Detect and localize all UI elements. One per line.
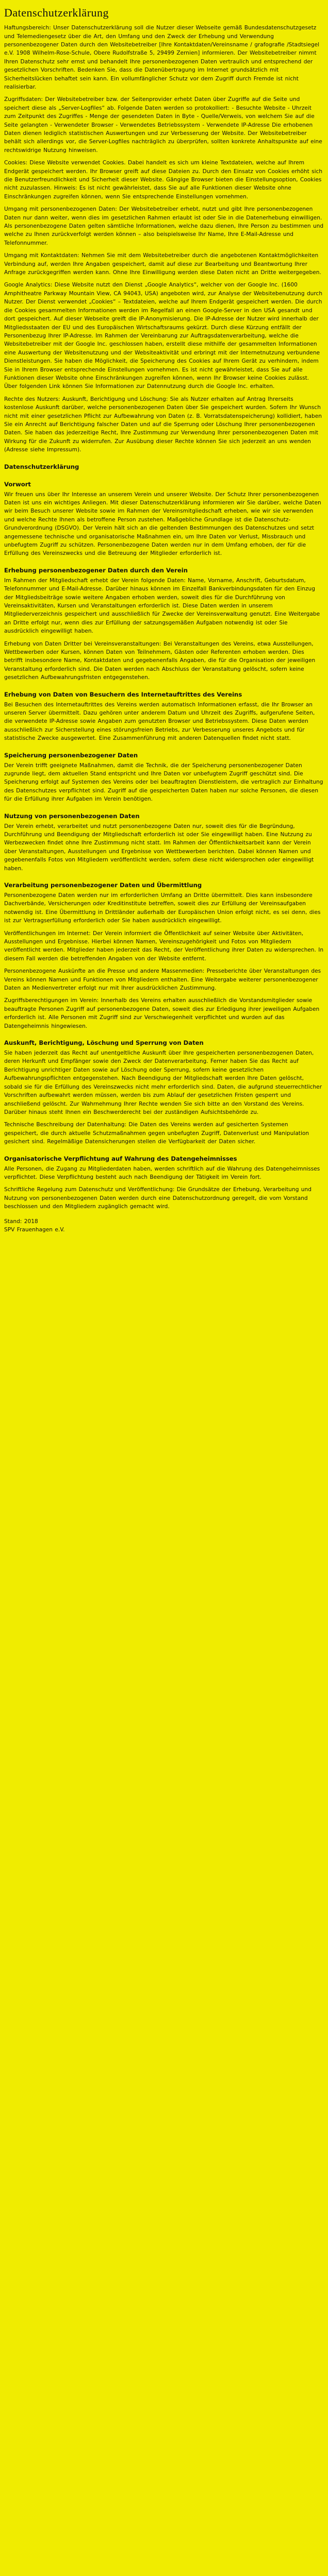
section-heading: Datenschutzerklärung <box>4 463 79 470</box>
paragraph: Haftungsbereich: Unser Datenschutzerklärung soll die Nutzer dieser Webseite gemäß Bundesdatenschutzgesetz und Telemediengesetz über die Art, den Umfang und den Zweck der Erhebung und Verwendung personenbezogener Daten durch den Websitebetreiber [Ihre Kontaktdaten/Vereinsname / grafografie /Stadtsiegel e.V. 1908 Wilhelm-Rose-Schule, Obere Rudolfstraße 5, 29499 Zernien] informieren. Der Websitebetreiber nimmt Ihren Datenschutz sehr ernst und behandelt Ihre personenbezogenen Daten vertraulich und entsprechend der gesetzlichen Vorschriften. Bedenken Sie, dass die Datenübertragung im Internet grundsätzlich mit Sicherheitslücken behaftet sein kann. Ein vollumfänglicher Schutz vor dem Zugriff durch Fremde ist nicht realisierbar. <box>4 25 320 90</box>
page-footer <box>4 1217 324 1234</box>
section-7 <box>4 881 324 1030</box>
page-title: Datenschutzerklärung <box>4 6 109 19</box>
paragraph: Google Analytics: Diese Website nutzt den Dienst „Google Analytics“, welcher von der Google Inc. (1600 Amphitheatre Parkway Mountain View, CA 94043, USA) angeboten wird, zur Analyse der Websitebenutzung durch Nutzer. Der Dienst verwendet „Cookies“ – Textdateien, welche auf Ihrem Endgerät gespeichert werden. Die durch die Cookies gesammelten Informationen werden im Regelfall an einen Google-Server in den USA gesandt und dort gespeichert. Auf dieser Webseite greift die IP-Anonymisierung. Die IP-Adresse der Nutzer wird innerhalb der Mitgliedsstaaten der EU und des Europäischen Wirtschaftsraums gekürzt. Durch diese Kürzung entfällt der Personenbezug Ihrer IP-Adresse. Im Rahmen der Vereinbarung zur Auftragsdatenverarbeitung, welche die Websitebetreiber mit der Google Inc. geschlossen haben, erstellt diese mithilfe der gesammelten Informationen eine Auswertung der Websitenutzung und der Websiteaktivität und erbringt mit der Internetnutzung verbundene Dienstleistungen. Sie haben die Möglichkeit, die Speicherung des Cookies auf Ihrem Gerät zu verhindern, indem Sie in Ihrem Browser entsprechende Einstellungen vornehmen. Es ist nicht gewährleistet, dass Sie auf alle Funktionen dieser Website ohne Einschränkungen zugreifen können, wenn Ihr Browser keine Cookies zulässt. Über folgenden Link können Sie Informationen zur Datennutzung durch die Google Inc. erhalten. <box>4 282 323 390</box>
paragraph: Sie haben jederzeit das Recht auf unentgeltliche Auskunft über Ihre gespeicherten personenbezogenen Daten, deren Herkunft und Empfänger sowie den Zweck der Datenverarbeitung. Ferner haben Sie das Recht auf Berichtigung unrichtiger Daten sowie auf Löschung oder Sperrung, sofern keine gesetzlichen Aufbewahrungspflichten entgegenstehen. Nach Beendigung der Mitgliedschaft werden Ihre Daten gelöscht, sobald sie für die Erfüllung des Vereinszwecks nicht mehr erforderlich sind. Daten, die aufgrund steuerrechtlicher Vorschriften aufbewahrt werden müssen, werden bis zum Ablauf der gesetzlichen Fristen gesperrt und anschließend gelöscht. Zur Wahrnehmung Ihrer Rechte wenden Sie sich bitte an den Vorstand des Vereins. Darüber hinaus steht Ihnen ein Beschwerderecht bei der zuständigen Aufsichtsbehörde zu. <box>4 1050 322 1115</box>
footer-updated: Stand: 2018 <box>4 1218 38 1225</box>
paragraph: Alle Personen, die Zugang zu Mitgliederdaten haben, werden schriftlich auf die Wahrung des Datengeheimnisses verpflichtet. Diese Verpflichtung besteht auch nach Beendigung der Tätigkeit im Verein fort. <box>4 1165 320 1180</box>
paragraph: Cookies: Diese Website verwendet Cookies. Dabei handelt es sich um kleine Textdateien, welche auf Ihrem Endgerät gespeichert werden. Ihr Browser greift auf diese Dateien zu. Durch den Einsatz von Cookies erhöht sich die Benutzerfreundlichkeit und Sicherheit dieser Website. Gängige Browser bieten die Einstellungsoption, Cookies nicht zuzulassen. Hinweis: Es ist nicht gewährleistet, dass Sie auf alle Funktionen dieser Website ohne Einschränkungen zugreifen können, wenn Sie entsprechende Einstellungen vornehmen. <box>4 160 323 200</box>
paragraph: Bei Besuchen des Internetauftrittes des Vereins werden automatisch Informationen erfasst, die Ihr Browser an unseren Server übermittelt. Dazu gehören unter anderem Datum und Uhrzeit des Zugriffs, aufgerufene Seiten, die verwendete IP-Adresse sowie Angaben zum genutzten Browser und Betriebssystem. Diese Daten werden ausschließlich zur Sicherstellung eines störungsfreien Betriebs, zur Verbesserung unseres Angebots und für statistische Zwecke ausgewertet. Eine Zusammenführung mit anderen Datenquellen findet nicht statt. <box>4 701 315 742</box>
section-heading: Organisatorische Verpflichtung auf Wahrung des Datengeheimnisses <box>4 1155 237 1162</box>
section-heading: Erhebung von Daten von Besuchern des Internetauftrittes des Vereins <box>4 690 242 698</box>
privacy-page <box>0 0 328 1244</box>
section-8 <box>4 1039 324 1146</box>
section-heading: Erhebung personenbezogener Daten durch den Verein <box>4 566 188 574</box>
sections-container <box>4 24 324 1211</box>
paragraph: Rechte des Nutzers: Auskunft, Berichtigung und Löschung: Sie als Nutzer erhalten auf Antrag Ihrerseits kostenlose Auskunft darüber, welche personenbezogenen Daten über Sie gespeichert wurden. Sofern Ihr Wunsch nicht mit einer gesetzlichen Pflicht zur Aufbewahrung von Daten (z. B. Vorratsdatenspeicherung) kollidiert, haben Sie ein Anrecht auf Berichtigung falscher Daten und auf die Sperrung oder Löschung Ihrer personenbezogenen Daten. Sie haben das jederzeitige Recht, Ihre Zustimmung zur Verwendung Ihrer personenbezogenen Daten mit Wirkung für die Zukunft zu widerrufen. Zur Ausübung dieser Rechte können Sie sich jederzeit an uns wenden (Adresse siehe Impressum). <box>4 396 322 453</box>
paragraph: Technische Beschreibung der Datenhaltung: Die Daten des Vereins werden auf gesicherten Systemen gespeichert, die durch aktuelle Schutzmaßnahmen gegen unbefugten Zugriff, Datenverlust und Manipulation gesichert sind. Regelmäßige Datensicherungen stellen die Verfügbarkeit der Daten sicher. <box>4 1122 309 1145</box>
paragraph: Zugriffsberechtigungen im Verein: Innerhalb des Vereins erhalten ausschließlich die Vorstandsmitglieder sowie beauftragte Personen Zugriff auf personenbezogene Daten, soweit dies zur Erledigung ihrer jeweiligen Aufgaben erforderlich ist. Alle Personen mit Zugriff sind zur Verschwiegenheit verpflichtet und wurden auf das Datengeheimnis hingewiesen. <box>4 997 320 1029</box>
paragraph: Umgang mit Kontaktdaten: Nehmen Sie mit dem Websitebetreiber durch die angebotenen Kontaktmöglichkeiten Verbindung auf, werden Ihre Angaben gespeichert, damit auf diese zur Bearbeitung und Beantwortung Ihrer Anfrage zurückgegriffen werden kann. Ohne Ihre Einwilligung werden diese Daten nicht an Dritte weitergegeben. <box>4 252 321 276</box>
paragraph: Der Verein erhebt, verarbeitet und nutzt personenbezogene Daten nur, soweit dies für die Begründung, Durchführung und Beendigung der Mitgliedschaft erforderlich ist oder Sie eingewilligt haben. Eine Nutzung zu Werbezwecken findet ohne Ihre Zustimmung nicht statt. Im Rahmen der Öffentlichkeitsarbeit kann der Verein über Veranstaltungen, Ausstellungen und Ergebnisse von Wettbewerben berichten. Dabei können Namen und gegebenenfalls Fotos von Mitgliedern veröffentlicht werden, sofern diese nicht widersprochen oder eingewilligt haben. <box>4 823 314 872</box>
section-5 <box>4 751 324 804</box>
section-2 <box>4 480 324 558</box>
paragraph: Erhebung von Daten Dritter bei Vereinsveranstaltungen: Bei Veranstaltungen des Vereins, etwa Ausstellungen, Wettbewerben oder Kursen, können Daten von Teilnehmern, Gästen oder Referenten erhoben werden. Dies betrifft insbesondere Name, Kontaktdaten und gegebenenfalls Angaben, die für die Organisation der jeweiligen Veranstaltung erforderlich sind. Die Daten werden nach Abschluss der Veranstaltung gelöscht, sofern keine gesetzlichen Aufbewahrungsfristen entgegenstehen. <box>4 640 316 681</box>
paragraph: Personenbezogene Daten werden nur im erforderlichen Umfang an Dritte übermittelt. Dies kann insbesondere Dachverbände, Versicherungen oder Kreditinstitute betreffen, soweit dies zur Erfüllung der Vereinsaufgaben notwendig ist. Eine Übermittlung in Drittländer außerhalb der Europäischen Union erfolgt nicht, es sei denn, dies ist zur Vertragserfüllung erforderlich oder Sie haben ausdrücklich eingewilligt. <box>4 892 321 924</box>
footer-copyright: SPV Frauenhagen e.V. <box>4 1226 65 1233</box>
section-heading: Speicherung personenbezogener Daten <box>4 751 138 759</box>
section-heading: Verarbeitung personenbezogener Daten und Übermittlung <box>4 882 202 889</box>
section-heading: Auskunft, Berichtigung, Löschung und Sperrung von Daten <box>4 1039 204 1047</box>
paragraph: Schriftliche Regelung zum Datenschutz und Veröffentlichung: Die Grundsätze der Erhebung, Verarbeitung und Nutzung von personenbezogenen Daten werden durch eine Datenschutzordnung geregelt, die vom Vorstand beschlossen und den Mitgliedern zugänglich gemacht wird. <box>4 1187 311 1210</box>
paragraph: Wir freuen uns über Ihr Interesse an unserem Verein und unserer Website. Der Schutz Ihrer personenbezogenen Daten ist uns ein wichtiges Anliegen. Mit dieser Datenschutzerklärung informieren wir Sie darüber, welche Daten wir beim Besuch unserer Website sowie im Rahmen der Vereinsmitgliedschaft erheben, wie wir sie verwenden und welche Rechte Ihnen als betroffene Person zustehen. Maßgebliche Grundlage ist die Datenschutz-Grundverordnung (DSGVO). Der Verein hält sich an die geltenden Bestimmungen des Datenschutzes und setzt angemessene technische und organisatorische Maßnahmen ein, um Ihre Daten vor Verlust, Missbrauch und unbefugtem Zugriff zu schützen. Personenbezogene Daten werden nur in dem Umfang erhoben, der für die Erfüllung des Vereinszwecks und die Betreuung der Mitglieder erforderlich ist. <box>4 491 321 557</box>
section-1 <box>4 463 324 472</box>
paragraph: Zugriffsdaten: Der Websitebetreiber bzw. der Seitenprovider erhebt Daten über Zugriffe auf die Seite und speichert diese als „Server-Logfiles“ ab. Folgende Daten werden so protokolliert: - Besuchte Website - Uhrzeit zum Zeitpunkt des Zugriffes - Menge der gesendeten Daten in Byte - Quelle/Verweis, von welchem Sie auf die Seite gelangten - Verwendeter Browser - Verwendetes Betriebssystem - Verwendete IP-Adresse Die erhobenen Daten dienen lediglich statistischen Auswertungen und zur Verbesserung der Website. Der Websitebetreiber behält sich allerdings vor, die Server-Logfiles nachträglich zu überprüfen, sollten konkrete Anhaltspunkte auf eine rechtswidrige Nutzung hinweisen. <box>4 96 322 154</box>
paragraph: Veröffentlichungen im Internet: Der Verein informiert die Öffentlichkeit auf seiner Website über Aktivitäten, Ausstellungen und Ergebnisse. Hierbei können Namen, Vereinszugehörigkeit und Fotos von Mitgliedern veröffentlicht werden. Mitglieder haben jederzeit das Recht, der Veröffentlichung ihrer Daten zu widersprechen. In diesem Fall werden die betreffenden Angaben von der Website entfernt. <box>4 930 324 962</box>
paragraph: Der Verein trifft geeignete Maßnahmen, damit die Technik, die der Speicherung personenbezogener Daten zugrunde liegt, dem aktuellen Stand entspricht und Ihre Daten vor unbefugtem Zugriff geschützt sind. Die Speicherung erfolgt auf Systemen des Vereins oder bei beauftragten Dienstleistern, die vertraglich zur Einhaltung des Datenschutzes verpflichtet sind. Zugriff auf die gespeicherten Daten haben nur solche Personen, die diesen für die Erfüllung ihrer Aufgaben im Verein benötigen. <box>4 762 323 803</box>
section-0 <box>4 24 324 454</box>
section-3 <box>4 566 324 682</box>
section-heading: Vorwort <box>4 480 31 488</box>
section-4 <box>4 690 324 743</box>
section-heading: Nutzung von personenbezogenen Daten <box>4 812 140 820</box>
section-9 <box>4 1155 324 1211</box>
paragraph: Personenbezogene Auskünfte an die Presse und andere Massenmedien: Presseberichte über Veranstaltungen des Vereins können Namen und Funktionen von Mitgliedern enthalten. Eine Weitergabe weiterer personenbezogener Daten an Medienvertreter erfolgt nur mit Ihrer ausdrücklichen Zustimmung. <box>4 968 321 992</box>
section-6 <box>4 812 324 873</box>
paragraph: Im Rahmen der Mitgliedschaft erhebt der Verein folgende Daten: Name, Vorname, Anschrift, Geburtsdatum, Telefonnummer und E-Mail-Adresse. Darüber hinaus können im Einzelfall Bankverbindungsdaten für den Einzug der Mitgliedsbeiträge sowie weitere Angaben erhoben werden, soweit dies für die Durchführung von Vereinsaktivitäten, Kursen und Veranstaltungen erforderlich ist. Diese Daten werden in unserem Mitgliederverzeichnis gespeichert und ausschließlich für Zwecke der Vereinsverwaltung genutzt. Eine Weitergabe an Dritte erfolgt nur, wenn dies zur Erfüllung der satzungsgemäßen Aufgaben notwendig ist oder Sie ausdrücklich eingewilligt haben. <box>4 577 320 635</box>
paragraph: Umgang mit personenbezogenen Daten: Der Websitebetreiber erhebt, nutzt und gibt Ihre personenbezogenen Daten nur dann weiter, wenn dies im gesetzlichen Rahmen erlaubt ist oder Sie in die Datenerhebung einwilligen. Als personenbezogene Daten gelten sämtliche Informationen, welche dazu dienen, Ihre Person zu bestimmen und welche zu Ihnen zurückverfolgt werden können – also beispielsweise Ihr Name, Ihre E-Mail-Adresse und Telefonnummer. <box>4 206 324 246</box>
